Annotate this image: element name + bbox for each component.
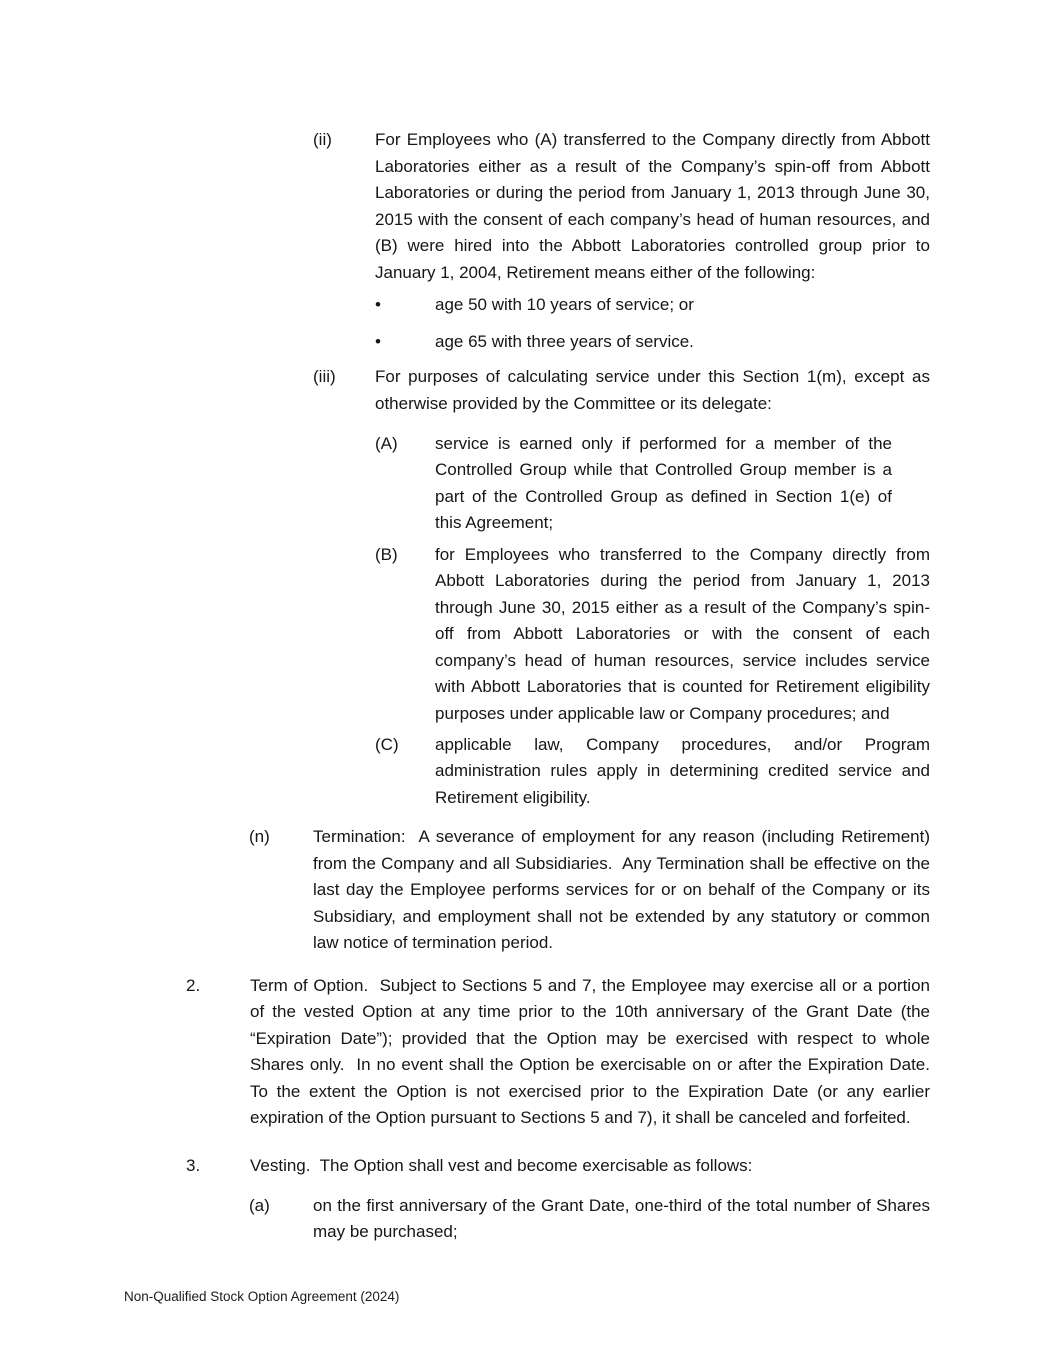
- paragraph-text: applicable law, Company procedures, and/or Program administration rules apply in determining credited service and Retirement eligibility.: [435, 734, 935, 807]
- paragraph-text: age 65 with three years of service.: [435, 331, 694, 351]
- footer-text: Non-Qualified Stock Option Agreement (2024): [124, 1289, 400, 1304]
- paragraph: [375, 292, 930, 319]
- paragraph-text: on the first anniversary of the Grant Date, one-third of the total number of Shares may be purchased;: [313, 1195, 935, 1241]
- paragraph-text: Vesting. The Option shall vest and become exercisable as follows:: [250, 1155, 753, 1175]
- list-marker: (ii): [313, 130, 332, 149]
- paragraph: [375, 431, 930, 537]
- list-marker: (a): [249, 1195, 270, 1215]
- list-marker: (B): [375, 544, 398, 564]
- paragraph: [375, 732, 935, 812]
- list-marker: 2.: [186, 975, 201, 995]
- page-footer: [124, 1288, 399, 1306]
- list-marker: (C): [375, 734, 399, 754]
- paragraph: [313, 364, 935, 417]
- paragraph-text: service is earned only if performed for a member of the Controlled Group while that Controlled Group member is a part of the Controlled Group as defined in Section 1(e) of this Agreement;: [435, 433, 897, 532]
- paragraph: [186, 973, 940, 1132]
- paragraph: [313, 127, 935, 286]
- paragraph: [186, 1153, 930, 1180]
- list-marker: (iii): [313, 367, 336, 386]
- paragraph-text: for Employees who transferred to the Company directly from Abbott Laboratories during the period from January 1, 2013 through June 30, 2015 either as a result of the Company’s spin-off from Abbott Laboratories or with the consent of each company’s head of human resources, service includes service with Abbott Laboratories that is counted for Retirement eligibility purposes under applicable law or Company procedures; and: [435, 544, 935, 723]
- paragraph: [249, 824, 935, 957]
- list-marker: (A): [375, 433, 398, 453]
- paragraph-text: age 50 with 10 years of service; or: [435, 294, 694, 314]
- document-body: [186, 127, 940, 1246]
- paragraph-text: Term of Option. Subject to Sections 5 and 7, the Employee may exercise all or a portion of the vested Option at any time prior to the 10th anniversary of the Grant Date (the “Expiration Date”); provided that the Option may be exercised with respect to whole Shares only. In no event shall the Option be exercisable on or after the Expiration Date. To the extent the Option is not exercised prior to the Expiration Date (or any earlier expiration of the Option pursuant to Sections 5 and 7), it shall be canceled and forfeited.: [250, 975, 940, 1127]
- paragraph: [375, 329, 930, 356]
- paragraph-text: For purposes of calculating service under this Section 1(m), except as otherwise provided by the Committee or its delegate:: [375, 367, 935, 413]
- paragraph: [249, 1193, 935, 1246]
- list-marker: •: [375, 331, 381, 351]
- paragraph-text: Termination: A severance of employment for any reason (including Retirement) from the Company and all Subsidiaries. Any Termination shall be effective on the last day the Employee performs services for or on behalf of the Company or its Subsidiary, and employment shall not be extended by any statutory or common law notice of termination period.: [313, 827, 935, 952]
- list-marker: 3.: [186, 1155, 201, 1175]
- list-marker: •: [375, 294, 381, 314]
- list-marker: (n): [249, 827, 270, 846]
- paragraph-text: For Employees who (A) transferred to the Company directly from Abbott Laboratories either as a result of the Company’s spin-off from Abbott Laboratories or during the period from January 1, 2013 through June 30, 2015 with the consent of each company’s head of human resources, and (B) were hired into the Abbott Laboratories controlled group prior to January 1, 2004, Retirement means either of the following:: [375, 130, 935, 282]
- paragraph: [375, 542, 935, 728]
